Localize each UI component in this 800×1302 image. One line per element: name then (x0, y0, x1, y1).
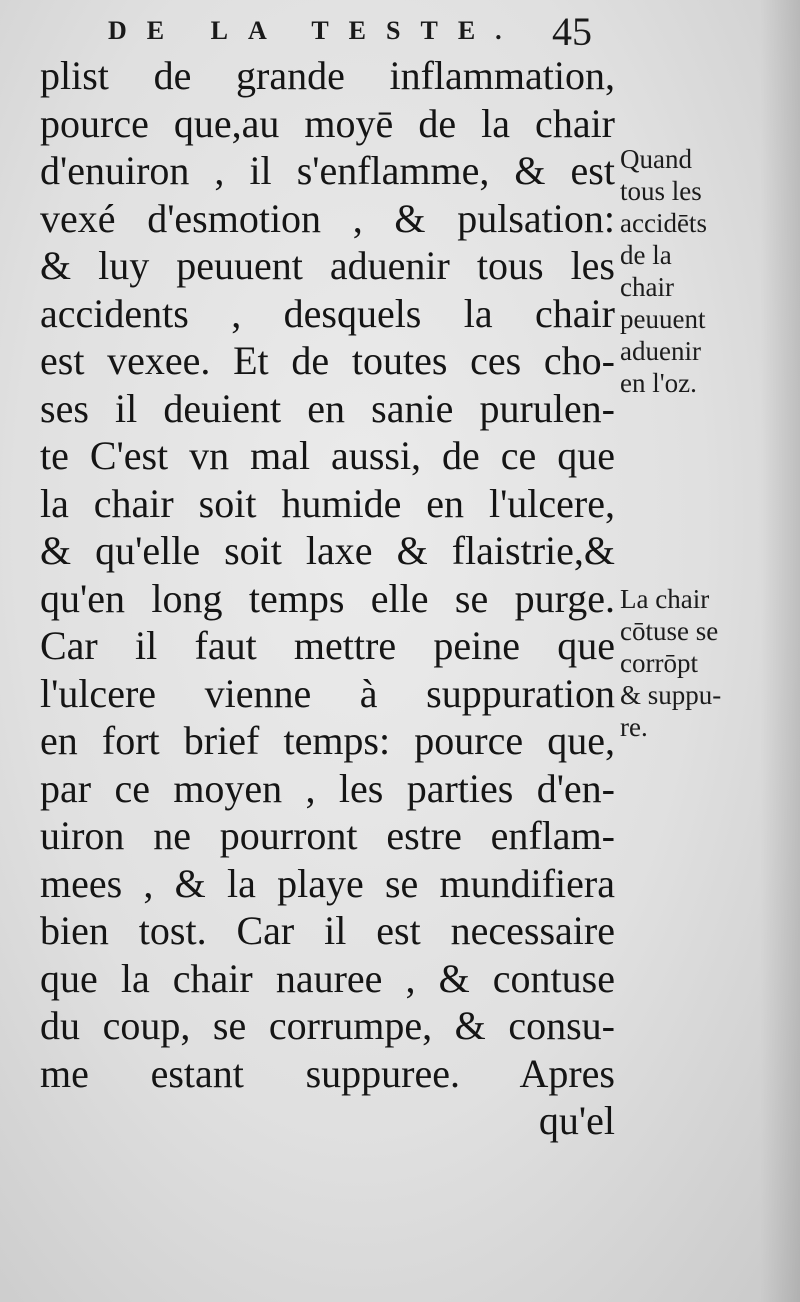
margin-note-line: re. (620, 712, 648, 742)
text-line: l'ulcere vienne à suppuration (40, 670, 615, 716)
text-line: te C'est vn mal aussi, de ce que (40, 433, 615, 478)
text-line: est vexee. Et de toutes ces cho- (40, 338, 615, 383)
margin-note-line: tous les (620, 176, 702, 206)
margin-note-line: La chair (620, 584, 710, 614)
margin-note-line: peuuent (620, 304, 706, 334)
margin-note-contuse (620, 583, 760, 743)
text-line: mees , & la playe se mundifiera (40, 860, 615, 906)
text-line: que la chair nauree , & contuse (40, 955, 615, 1001)
text-line: du coup, se corrumpe, & consu- (40, 1003, 615, 1048)
text-line: bien tost. Car il est necessaire (40, 908, 615, 953)
text-line: Car il faut mettre peine que (40, 623, 615, 668)
margin-note-line: chair (620, 272, 674, 302)
margin-note-line: accidēts (620, 208, 707, 238)
text-line: la chair soit humide en l'ulcere, (40, 480, 615, 526)
text-line: & luy peuuent aduenir tous les (40, 243, 615, 288)
catchword: qu'el (538, 1098, 615, 1143)
main-text-block (40, 52, 615, 1145)
margin-note-line: aduenir (620, 336, 701, 366)
text-line: d'enuiron , il s'enflamme, & est (40, 148, 615, 193)
margin-note-line: de la (620, 240, 672, 270)
margin-note-line: cōtuse se (620, 616, 719, 646)
text-line: me estant suppuree. Apres (40, 1050, 615, 1096)
text-line: qu'en long temps elle se purge. (40, 575, 615, 621)
text-line: par ce moyen , les parties d'en- (40, 765, 615, 811)
text-line: vexé d'esmotion , & pulsation: (40, 195, 615, 241)
margin-note-line: & suppu- (620, 680, 722, 710)
text-line: plist de grande inflammation, (40, 53, 615, 98)
text-line: uiron ne pourront estre enflam- (40, 813, 615, 858)
page-number: 45 (552, 9, 592, 54)
margin-note-accidents (620, 143, 760, 399)
running-title: DE LA TESTE. (108, 16, 522, 45)
text-line: pource que,au moyē de la chair (40, 100, 615, 146)
page-edge-shadow (760, 0, 800, 1302)
text-line: & qu'elle soit laxe & flaistrie,& (40, 528, 615, 573)
margin-note-line: en l'oz. (620, 368, 697, 398)
margin-note-line: corrōpt (620, 648, 698, 678)
text-line: ses il deuient en sanie purulen- (40, 385, 615, 431)
text-line: accidents , desquels la chair (40, 290, 615, 336)
text-line: en fort brief temps: pource que, (40, 718, 615, 763)
margin-note-line: Quand (620, 144, 692, 174)
